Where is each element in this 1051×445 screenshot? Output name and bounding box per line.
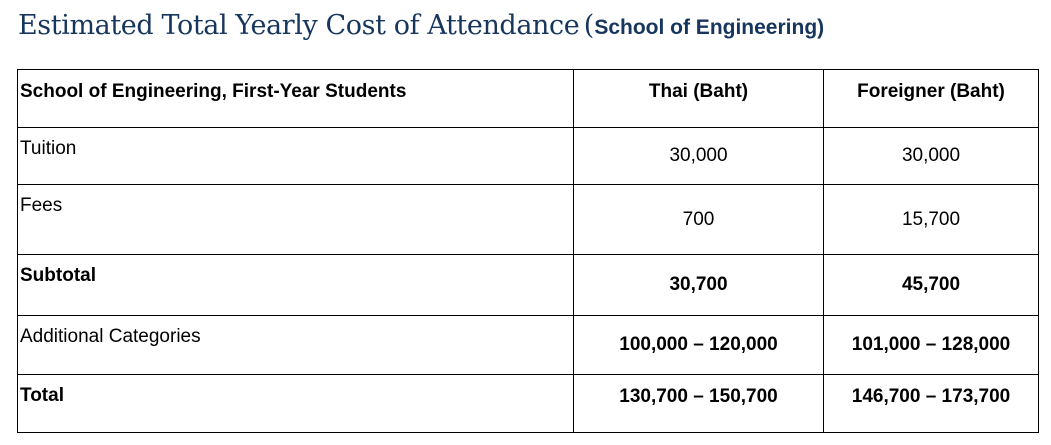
page-title <box>18 6 824 50</box>
total-thai-value: 130,700 – 150,700 <box>574 375 824 433</box>
additional-thai-value: 100,000 – 120,000 <box>574 316 824 375</box>
table-row-fees <box>18 185 1039 255</box>
title-open-paren: ( <box>583 10 595 41</box>
row-label-total: Total <box>18 375 574 433</box>
fees-foreigner-value: 15,700 <box>824 185 1039 255</box>
fees-thai-value: 700 <box>574 185 824 255</box>
header-foreigner: Foreigner (Baht) <box>824 70 1039 128</box>
subtotal-foreigner-value: 45,700 <box>824 255 1039 316</box>
tuition-foreigner-value: 30,000 <box>824 128 1039 185</box>
row-label-additional: Additional Categories <box>18 316 574 375</box>
table-row-total <box>18 375 1039 433</box>
header-thai: Thai (Baht) <box>574 70 824 128</box>
title-main-text: Estimated Total Yearly Cost of Attendance <box>18 10 580 41</box>
tuition-thai-value: 30,000 <box>574 128 824 185</box>
table-row-additional <box>18 316 1039 375</box>
header-category: School of Engineering, First-Year Students <box>18 70 574 128</box>
row-label-subtotal: Subtotal <box>18 255 574 316</box>
cost-of-attendance-table <box>17 69 1039 433</box>
row-label-fees: Fees <box>18 185 574 255</box>
table-header-row <box>18 70 1039 128</box>
table-row-subtotal <box>18 255 1039 316</box>
table-row-tuition <box>18 128 1039 185</box>
title-subtitle: School of Engineering) <box>594 16 825 39</box>
row-label-tuition: Tuition <box>18 128 574 185</box>
subtotal-thai-value: 30,700 <box>574 255 824 316</box>
additional-foreigner-value: 101,000 – 128,000 <box>824 316 1039 375</box>
total-foreigner-value: 146,700 – 173,700 <box>824 375 1039 433</box>
